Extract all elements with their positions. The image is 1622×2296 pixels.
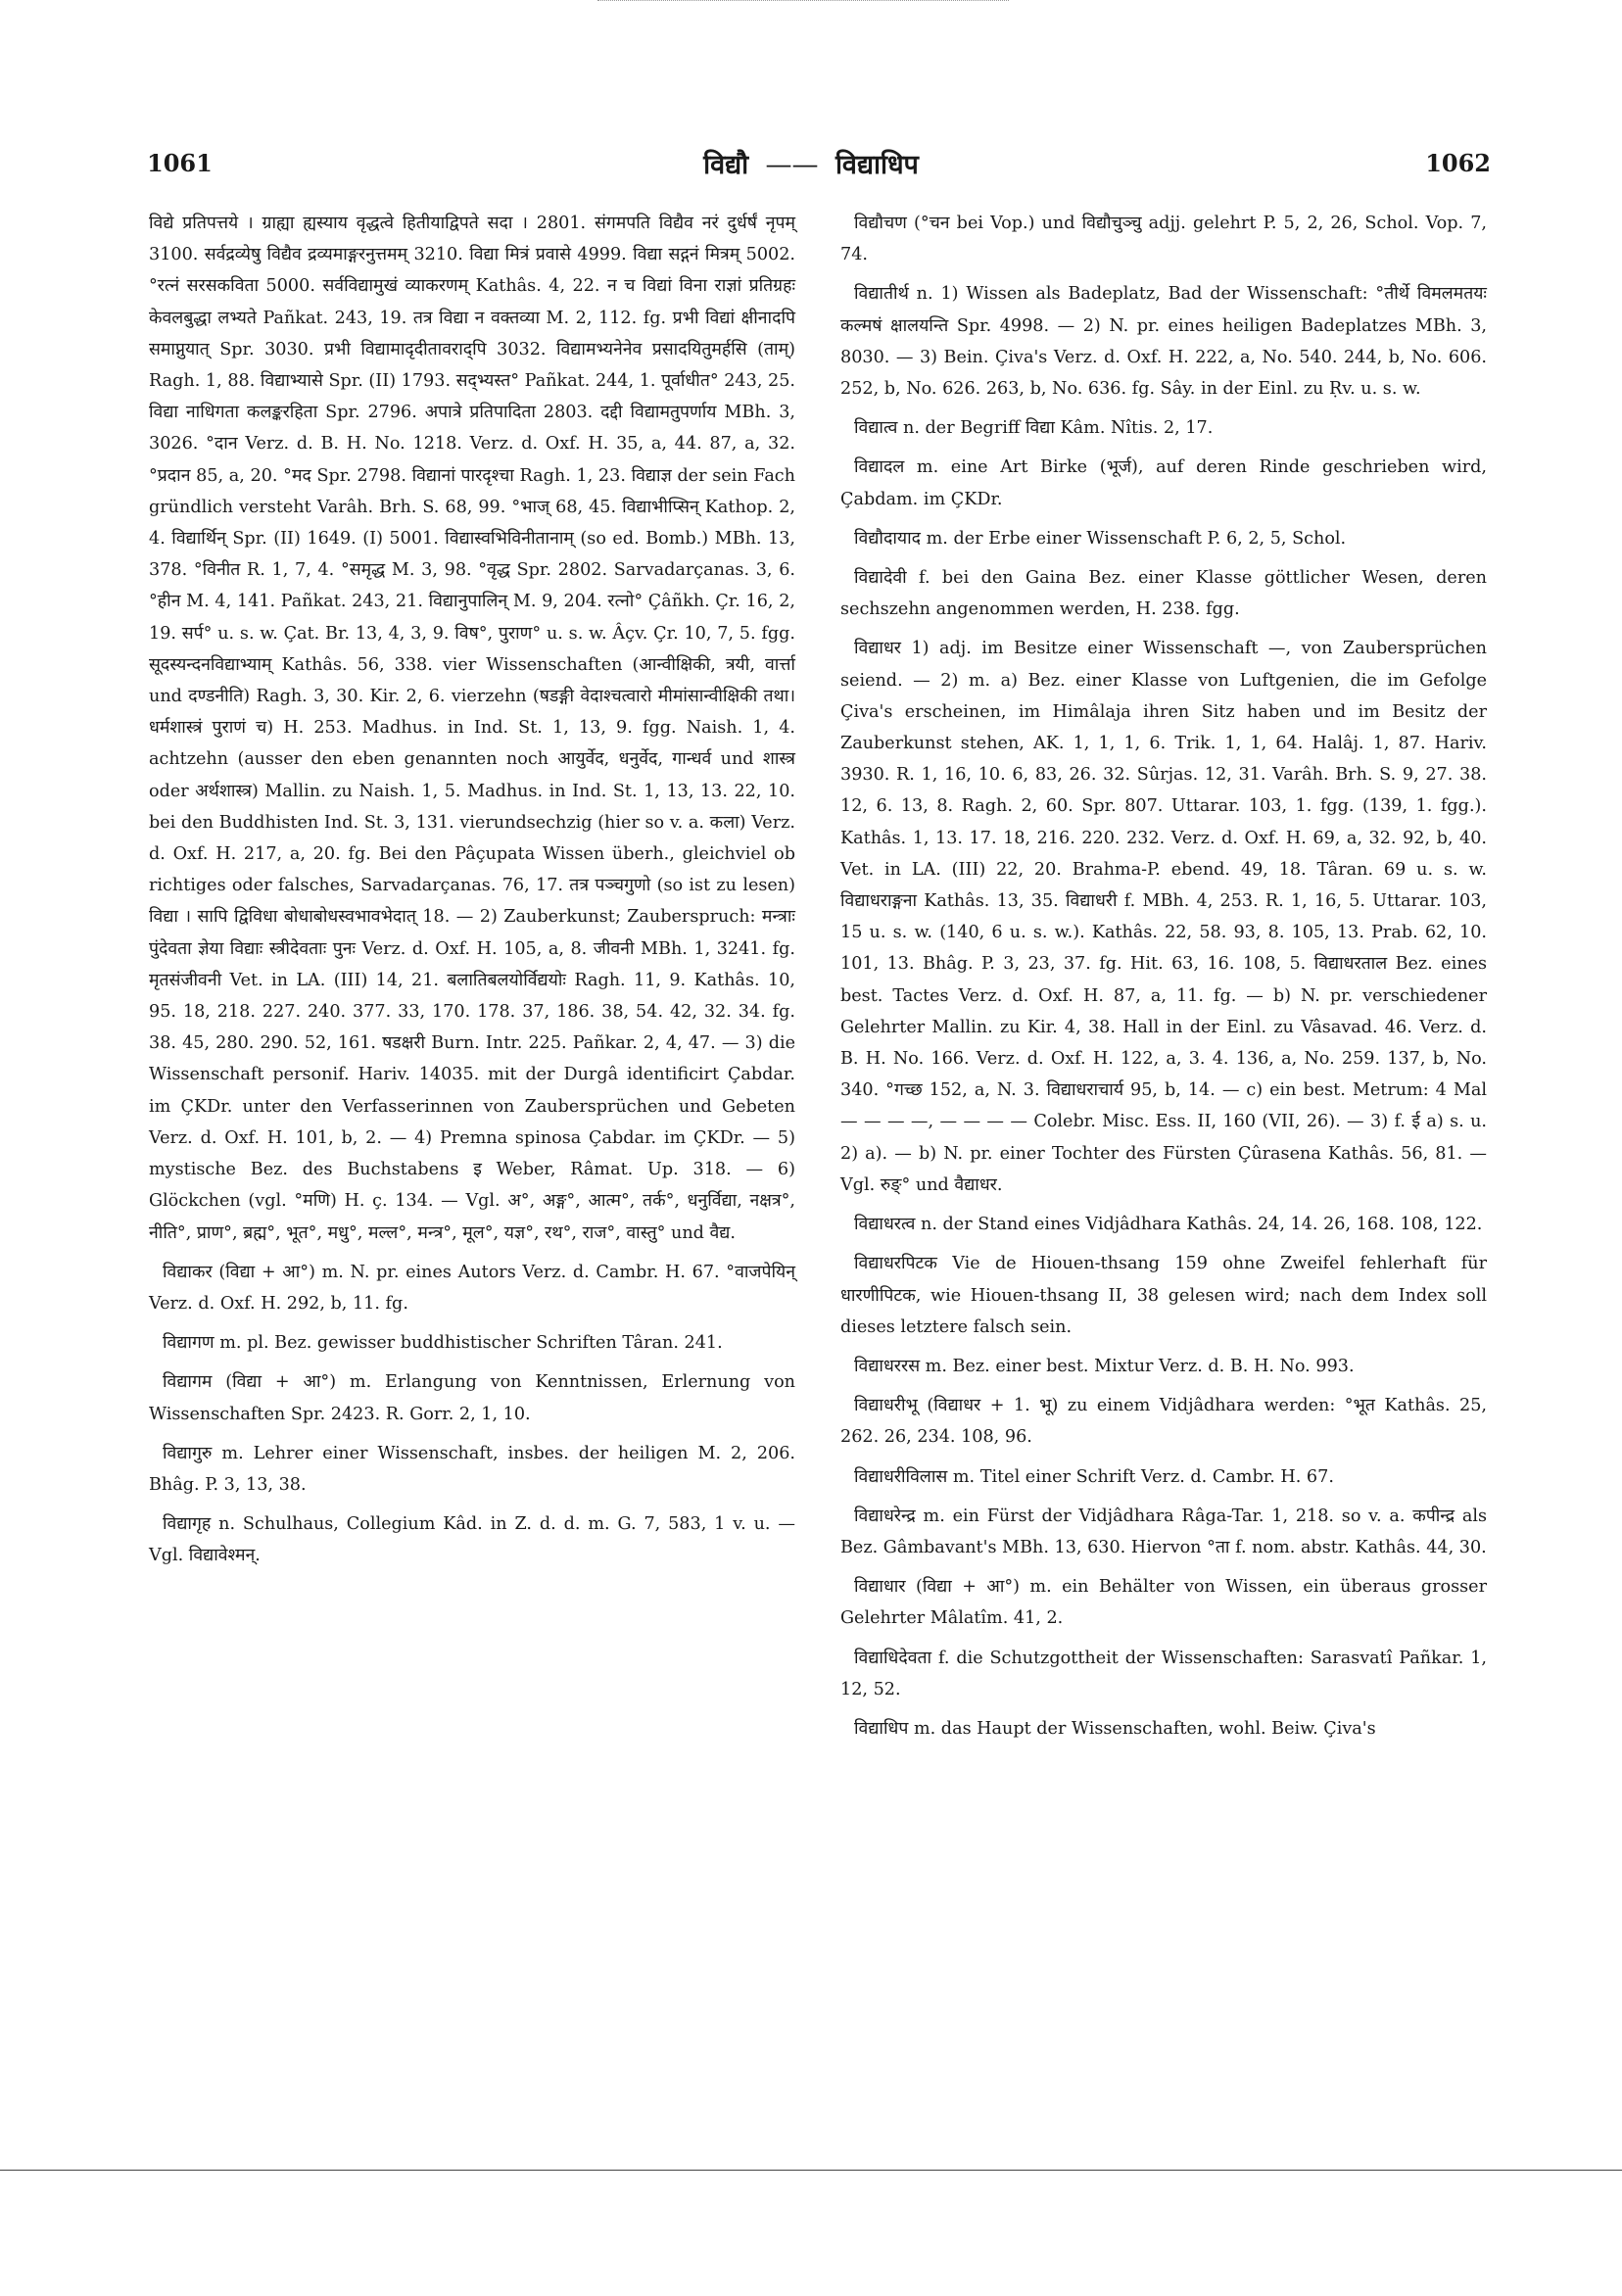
entry-paragraph: विद्याधरीभू (विद्याधर + 1. भू) zu einem Vidjâdhara werden: °भूत Kathâs. 25, 262. 26, 234. 108, 96. <box>840 1396 1487 1448</box>
entry-paragraph: विद्याधरत्व n. der Stand eines Vidjâdhara Kathâs. 24, 14. 26, 168. 108, 122. <box>854 1215 1483 1235</box>
bottom-rule <box>0 2170 1622 2171</box>
running-header <box>0 145 1622 181</box>
entry-paragraph: विद्ये प्रतिपत्तये । ग्राह्या ह्यस्याय वृद्धत्वे हितीयाद्विपते सदा । 2801. संगमपति विद्यैव नरं दुर्धर्षं नृपम् 3100. सर्वद्रव्येषु विद्यैव द्रव्यमाङ्गरनुत्तमम् 3210. विद्या मित्रं प्रवासे 4999. विद्या सद्गनं मित्रम् 5002. °रत्नं सरसकविता 5000. सर्वविद्यामुखं व्याकरणम् Kathâs. 4, 22. न च विद्यां विना राज्ञां प्रतिग्रहः केवलबुद्धा लभ्यते Pañkat. 243, 19. तत्र विद्या न वक्तव्या M. 2, 112. fg. प्रभी विद्यां क्षीनादपि समाप्नुयात् Spr. 3030. प्रभी विद्यामादृदीतावराद्पि 3032. विद्यामभ्यनेनेव प्रसादयितुमर्हसि (ताम्) Ragh. 1, 88. विद्याभ्यासे Spr. (II) 1793. सद्भ्यस्त° Pañkat. 244, 1. पूर्वाधीत° 243, 25. विद्या नाधिगता कलङ्करहिता Spr. 2796. अपात्रे प्रतिपादिता 2803. दद्दी विद्यामतुपर्णाय MBh. 3, 3026. °दान Verz. d. B. H. No. 1218. Verz. d. Oxf. H. 35, a, 44. 87, a, 32. °प्रदान 85, a, 20. °मद Spr. 2798. विद्यानां पारदृश्चा Ragh. 1, 23. विद्याज्ञ der sein Fach gründlich versteht Varâh. Brh. S. 68, 99. °भाज् 68, 45. विद्याभीप्सिन् Kathop. 2, 4. विद्यार्थिन् Spr. (II) 1649. (I) 5001. विद्यास्वभिविनीतानाम् (so ed. Bomb.) MBh. 13, 378. °विनीत R. 1, 7, 4. °समृद्ध M. 3, 98. °वृद्ध Spr. 2802. Sarvadarçanas. 3, 6. °हीन M. 4, 141. Pañkat. 243, 21. विद्यानुपालिन् M. 9, 204. रत्नो° Çâñkh. Çr. 16, 2, 19. सर्प° u. s. w. Çat. Br. 13, 4, 3, 9. विष°, पुराण° u. s. w. Âçv. Çr. 10, 7, 5. fgg. सूदस्यन्दनविद्याभ्याम् Kathâs. 56, 338. vier Wissenschaften (आन्वीक्षिकी, त्रयी, वार्त्ता und दण्डनीति) Ragh. 3, 30. Kir. 2, 6. vierzehn (षडङ्गी वेदाश्चत्वारो मीमांसान्वीक्षिकी तथा। धर्मशास्त्रं पुराणं च) H. 253. Madhus. in Ind. St. 1, 13, 9. fgg. Naish. 1, 4. achtzehn (ausser den eben genannten noch आयुर्वेद, धनुर्वेद, गान्धर्व und शास्त्र oder अर्थशास्त्र) Mallin. zu Naish. 1, 5. Madhus. in Ind. St. 1, 13, 13. 22, 10. bei den Buddhisten Ind. St. 3, 131. vierundsechzig (hier so v. a. कला) Verz. d. Oxf. H. 217, a, 20. fg. Bei den Pâçupata Wissen überh., gleichviel ob richtiges oder falsches, Sarvadarçanas. 76, 17. तत्र पञ्चगुणो (so ist zu lesen) विद्या । सापि द्विविधा बोधाबोधस्वभावभेदात् 18. — 2) Zauberkunst; Zauberspruch: मन्त्राः पुंदेवता ज्ञेया विद्याः स्त्रीदेवताः पुनः Verz. d. Oxf. H. 105, a, 8. जीवनी MBh. 1, 3241. fg. मृतसंजीवनी Vet. in LA. (III) 14, 21. बलातिबलयोर्विद्ययोः Ragh. 11, 9. Kathâs. 10, 95. 18, 218. 227. 240. 377. 33, 170. 178. 37, 186. 38, 54. 42, 32. 34. fg. 38. 45, 280. 290. 52, 161. षडक्षरी Burn. Intr. 225. Pañkar. 2, 4, 47. — 3) die Wissenschaft personif. Hariv. 14035. mit der Durgâ identificirt Çabdar. im ÇKDr. unter den Verfasserinnen von Zaubersprüchen und Gebeten Verz. d. Oxf. H. 101, b, 2. — 4) Premna spinosa Çabdar. im ÇKDr. — 5) mystische Bez. des Buchstabens इ Weber, Râmat. Up. 318. — 6) Glöckchen (vgl. °मणि) H. ç. 134. — Vgl. अ°, अङ्ग°, आत्म°, तर्क°, धनुर्विद्या, नक्षत्र°, नीति°, प्राण°, ब्रह्म°, भूत°, मधु°, मल्ल°, मन्त्र°, मूल°, यज्ञ°, रथ°, राज°, वास्तु° und वैद्य. <box>149 214 795 1243</box>
entry-paragraph: विद्याधररस m. Bez. einer best. Mixtur Verz. d. B. H. No. 993. <box>854 1356 1355 1376</box>
entry-paragraph: विद्यौचण (°चन bei Vop.) und विद्यौचुञ्चु adjj. gelehrt P. 5, 2, 26, Schol. Vop. 7, 74. <box>840 214 1487 265</box>
entry-paragraph: विद्याधिदेवता f. die Schutzgottheit der Wissenschaften: Sarasvatî Pañkar. 1, 12, 52. <box>840 1648 1487 1699</box>
entry-paragraph: विद्यौदायाद m. der Erbe einer Wissenschaft P. 6, 2, 5, Schol. <box>854 528 1347 549</box>
entry-paragraph: विद्याधरेन्द्र m. ein Fürst der Vidjâdhara Râga-Tar. 1, 218. so v. a. कपीन्द्र als Bez. Gâmbavant's MBh. 13, 630. Hiervon °ता f. nom. abstr. Kathâs. 44, 30. <box>840 1506 1487 1557</box>
entry-paragraph: विद्यादल m. eine Art Birke (भूर्ज), auf deren Rinde geschrieben wird, Çabdam. im ÇKDr. <box>840 457 1487 509</box>
entry-paragraph: विद्याधर 1) adj. im Besitze einer Wissenschaft —, von Zaubersprüchen seiend. — 2) m. a) Bez. einer Klasse von Luftgenien, die im Gefolge Çiva's erscheinen, im Himâlaja ihren Sitz haben und im Besitz der Zauberkunst stehen, AK. 1, 1, 1, 6. Trik. 1, 1, 64. Halâj. 1, 87. Hariv. 3930. R. 1, 16, 10. 6, 83, 26. 32. Sûrjas. 12, 31. Varâh. Brh. S. 9, 27. 38. 12, 6. 13, 8. Ragh. 2, 60. Spr. 807. Uttarar. 103, 1. fgg. (139, 1. fgg.). Kathâs. 1, 13. 17. 18, 216. 220. 232. Verz. d. Oxf. H. 69, a, 32. 92, b, 40. Vet. in LA. (III) 22, 20. Brahma-P. ebend. 49, 18. Târan. 69 u. s. w. विद्याधराङ्गना Kathâs. 13, 35. विद्याधरी f. MBh. 4, 253. R. 1, 16, 5. Uttarar. 103, 15 u. s. w. (140, 6 u. s. w.). Kathâs. 22, 58. 93, 8. 105, 13. Prab. 62, 10. 101, 13. Bhâg. P. 3, 23, 37. fg. Hit. 63, 16. 108, 5. विद्याधरताल Bez. eines best. Tactes Verz. d. Oxf. H. 87, a, 11. fg. — b) N. pr. verschiedener Gelehrter Mallin. zu Kir. 4, 38. Hall in der Einl. zu Vâsavad. 46. Verz. d. B. H. No. 166. Verz. d. Oxf. H. 122, a, 3. 4. 136, a, No. 259. 137, b, No. 340. °गच्छ 152, a, N. 3. विद्याधराचार्य 95, b, 14. — c) ein best. Metrum: 4 Mal — — — —, — — — — Colebr. Misc. Ess. II, 160 (VII, 26). — 3) f. ई a) s. u. 2) a). — b) N. pr. einer Tochter des Fürsten Çûrasena Kathâs. 56, 81. — Vgl. रुङ्° und वैद्याधर. <box>840 639 1487 1195</box>
entry-paragraph: विद्याधार (विद्या + आ°) m. ein Behälter von Wissen, ein überaus grosser Gelehrter Mâlatîm. 41, 2. <box>840 1577 1487 1629</box>
left-column <box>149 208 795 1580</box>
entry-paragraph: विद्यागुरु m. Lehrer einer Wissenschaft, insbes. der heiligen M. 2, 206. Bhâg. P. 3, 13, 38. <box>149 1443 795 1495</box>
running-header-to: विद्याधिप <box>835 150 919 180</box>
top-edge-dots <box>597 0 1009 5</box>
page-number-right: 1062 <box>1425 149 1491 177</box>
entry-paragraph: विद्याधरीविलास m. Titel einer Schrift Verz. d. Cambr. H. 67. <box>854 1466 1334 1487</box>
entry-paragraph: विद्यागम (विद्या + आ°) m. Erlangung von Kenntnissen, Erlernung von Wissenschaften Spr. 2423. R. Gorr. 2, 1, 10. <box>149 1372 795 1424</box>
entry-paragraph: विद्यागृह n. Schulhaus, Collegium Kâd. in Z. d. d. m. G. 7, 583, 1 v. u. — Vgl. विद्यावेश्मन्. <box>149 1514 795 1566</box>
right-column <box>840 208 1487 1752</box>
running-header-dash: —— <box>765 150 819 180</box>
entry-paragraph: विद्यादेवी f. bei den Gaina Bez. einer Klasse göttlicher Wesen, deren sechszehn angenommen werden, H. 238. fgg. <box>840 568 1487 620</box>
page-number-left: 1061 <box>147 149 213 177</box>
entry-paragraph: विद्याकर (विद्या + आ°) m. N. pr. eines Autors Verz. d. Cambr. H. 67. °वाजपेयिन् Verz. d. Oxf. H. 292, b, 11. fg. <box>149 1262 795 1314</box>
entry-paragraph: विद्यागण m. pl. Bez. gewisser buddhistischer Schriften Târan. 241. <box>163 1333 723 1354</box>
entry-paragraph: विद्यात्व n. der Begriff विद्या Kâm. Nîtis. 2, 17. <box>854 418 1214 439</box>
entry-paragraph: विद्यातीर्थ n. 1) Wissen als Badeplatz, Bad der Wissenschaft: °तीर्थे विमलमतयः कल्मषं क्षालयन्ति Spr. 4998. — 2) N. pr. eines heiligen Badeplatzes MBh. 3, 8030. — 3) Bein. Çiva's Verz. d. Oxf. H. 222, a, No. 540. 244, b, No. 606. 252, b, No. 626. 263, b, No. 636. fg. Sây. in der Einl. zu Ṛv. u. s. w. <box>840 284 1487 400</box>
entry-paragraph: विद्याधिप m. das Haupt der Wissenschaften, wohl. Beiw. Çiva's <box>854 1718 1376 1739</box>
entry-paragraph: विद्याधरपिटक Vie de Hiouen-thsang 159 ohne Zweifel fehlerhaft für धारणीपिटक, wie Hiouen-thsang II, 38 gelesen wird; nach dem Index soll dieses letztere falsch sein. <box>840 1254 1487 1337</box>
running-header-from: विद्यौ <box>703 150 749 180</box>
